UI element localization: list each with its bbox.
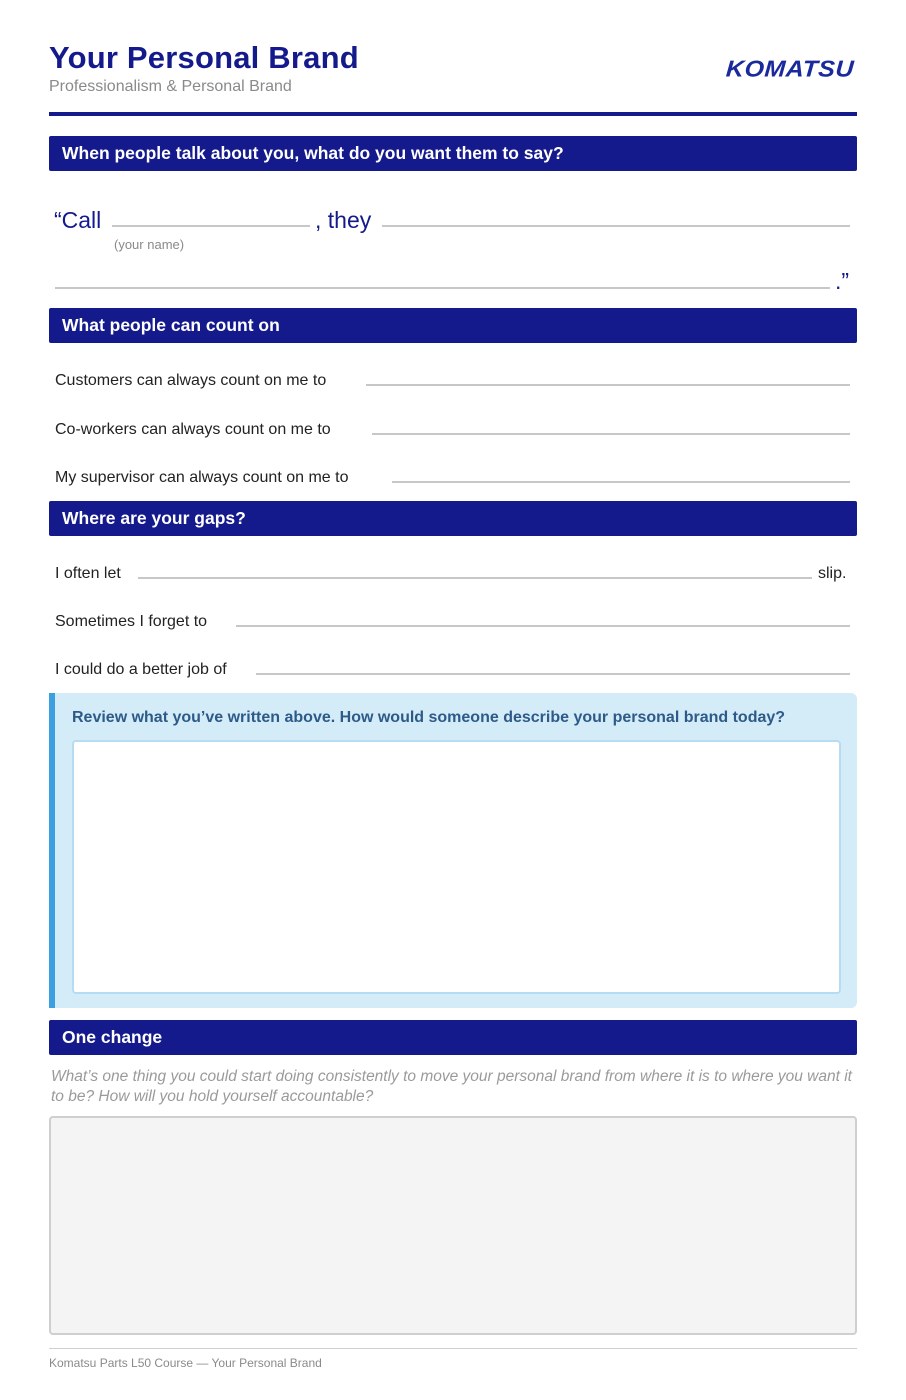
footer-divider [49, 1348, 857, 1349]
count-on-supervisor-label: My supervisor can always count on me to [55, 469, 349, 486]
name-hint: (your name) [114, 237, 185, 252]
one-change-answer-box[interactable] [49, 1116, 857, 1335]
name-fill-line[interactable] [112, 225, 310, 227]
section-header-say: When people talk about you, what do you want them to say? [49, 136, 857, 171]
gap-better-label: I could do a better job of [55, 661, 227, 678]
gap-better-line[interactable] [256, 673, 850, 675]
count-on-coworkers-line[interactable] [372, 433, 850, 435]
they-fill-line[interactable] [382, 225, 850, 227]
one-change-prompt: What’s one thing you could start doing consistently to move your personal brand from where it is to where you want it to be? How will you hold yourself accountable? [51, 1068, 852, 1105]
gap-let-line[interactable] [138, 577, 812, 579]
count-on-coworkers-label: Co-workers can always count on me to [55, 421, 331, 438]
section-header-one-change: One change [49, 1020, 857, 1055]
gap-forget-label: Sometimes I forget to [55, 613, 208, 630]
quote-second-fill-line[interactable] [55, 287, 830, 289]
count-on-customers-line[interactable] [366, 384, 850, 386]
review-callout [49, 693, 857, 1008]
section-header-count-on: What people can count on [49, 308, 857, 343]
review-question: Review what you’ve written above. How would someone describe your personal brand today? [72, 709, 786, 726]
review-answer-box[interactable] [72, 740, 841, 994]
footer-text: Komatsu Parts L50 Course — Your Personal Brand [49, 1356, 322, 1370]
header-divider [49, 112, 857, 116]
page-title: Your Personal Brand [49, 40, 359, 75]
komatsu-logo: KOMATSU [725, 56, 855, 82]
quote-they-text: , they [315, 207, 372, 233]
section-header-gaps: Where are your gaps? [49, 501, 857, 536]
gap-let-label: I often let [55, 565, 121, 582]
count-on-supervisor-line[interactable] [392, 481, 850, 483]
gap-forget-line[interactable] [236, 625, 850, 627]
gap-slip-label: slip. [818, 565, 847, 582]
quote-close-text: .” [835, 268, 850, 294]
count-on-customers-label: Customers can always count on me to [55, 372, 327, 389]
page-subtitle: Professionalism & Personal Brand [49, 78, 292, 95]
quote-open-text: “Call [54, 207, 102, 233]
